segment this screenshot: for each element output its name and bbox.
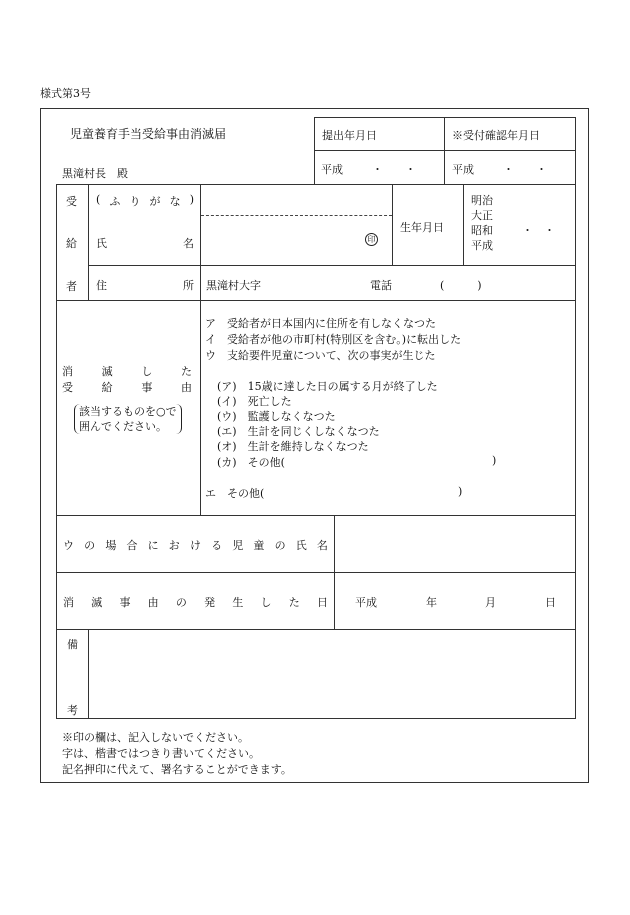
furigana-input[interactable] bbox=[206, 196, 386, 210]
era-list bbox=[471, 193, 493, 253]
sub-option-ka[interactable]: (カ) その他( bbox=[217, 456, 285, 469]
reason-instruction: 該当するものを○で囲んでください。 bbox=[74, 404, 182, 434]
remarks-label-bottom: 考 bbox=[67, 704, 78, 717]
phone-value[interactable]: ( ) bbox=[440, 279, 482, 292]
remarks-label-top: 備 bbox=[67, 638, 78, 651]
era-showa[interactable]: 昭和 bbox=[471, 224, 493, 237]
note-3: 記名押印に代えて、署名することができます。 bbox=[62, 763, 292, 776]
sub-option-ka-close: ) bbox=[492, 454, 497, 467]
era-heisei[interactable]: 平成 bbox=[471, 239, 493, 252]
reason-option-e-close: ) bbox=[458, 485, 463, 498]
name-input[interactable] bbox=[206, 223, 356, 253]
reason-option-a[interactable]: ア 受給者が日本国内に住所を有しなくなつた bbox=[205, 317, 436, 330]
sub-option-a[interactable]: (ア) 15歳に達した日の属する月が終了した bbox=[217, 380, 438, 393]
occurrence-era: 平成 bbox=[355, 596, 377, 609]
recipient-label-char: 給 bbox=[66, 237, 77, 250]
furigana-label: ( ふ り が な ) bbox=[96, 193, 194, 208]
era-taisho[interactable]: 大正 bbox=[471, 209, 493, 222]
sub-option-e[interactable]: (エ) 生計を同じくしなくなつた bbox=[217, 425, 380, 438]
form-number: 様式第3号 bbox=[40, 87, 91, 100]
birthdate-label: 生年月日 bbox=[400, 221, 444, 234]
reason-option-e[interactable]: エ その他( bbox=[205, 487, 265, 500]
receipt-era: 平成 bbox=[452, 163, 474, 176]
address-value[interactable]: 黒滝村大字 bbox=[206, 279, 261, 292]
receipt-date-label: ※受付確認年月日 bbox=[452, 129, 540, 142]
occurrence-day[interactable]: 日 bbox=[545, 596, 556, 609]
reason-option-u[interactable]: ウ 支給要件児童について、次の事実が生じた bbox=[205, 349, 436, 362]
receipt-date-value: ・ ・ bbox=[503, 163, 547, 176]
sub-option-o[interactable]: (オ) 生計を維持しなくなつた bbox=[217, 440, 369, 453]
name-label: 氏 名 bbox=[96, 237, 194, 250]
child-name-label: ウ の 場 合 に お け る 児 童 の 氏 名 bbox=[63, 539, 328, 552]
occurrence-year[interactable]: 年 bbox=[426, 596, 437, 609]
note-2: 字は、楷書ではつきり書いてください。 bbox=[62, 747, 260, 760]
sub-option-u[interactable]: (ウ) 監護しなくなつた bbox=[217, 410, 336, 423]
recipient-vertical-label bbox=[66, 193, 80, 291]
note-1: ※印の欄は、記入しないでください。 bbox=[62, 731, 249, 744]
occurrence-month[interactable]: 月 bbox=[485, 596, 496, 609]
recipient-label-char: 者 bbox=[66, 280, 77, 293]
occurrence-label: 消 滅 事 由 の 発 生 し た 日 bbox=[63, 596, 328, 609]
reason-option-i[interactable]: イ 受給者が他の市町村(特別区を含む。)に転出した bbox=[205, 333, 462, 346]
child-name-input[interactable] bbox=[340, 522, 570, 566]
era-meiji[interactable]: 明治 bbox=[471, 194, 493, 207]
phone-label: 電話 bbox=[370, 279, 392, 292]
addressee: 黒滝村長 殿 bbox=[62, 167, 128, 180]
submission-date-label: 提出年月日 bbox=[322, 129, 377, 142]
recipient-label-char: 受 bbox=[66, 195, 77, 208]
seal-mark: 印 bbox=[365, 233, 378, 246]
submission-date-value[interactable]: ・ ・ bbox=[372, 163, 416, 176]
reason-label-line1: 消 滅 し た bbox=[62, 365, 192, 378]
submission-era: 平成 bbox=[321, 163, 343, 176]
reason-label-line2: 受 給 事 由 bbox=[62, 381, 192, 394]
form-title: 児童養育手当受給事由消滅届 bbox=[70, 127, 227, 141]
remarks-input[interactable] bbox=[94, 635, 569, 713]
sub-option-i[interactable]: (イ) 死亡した bbox=[217, 395, 292, 408]
birthdate-value[interactable]: ・ ・ bbox=[522, 224, 555, 237]
address-label: 住 所 bbox=[96, 279, 194, 292]
